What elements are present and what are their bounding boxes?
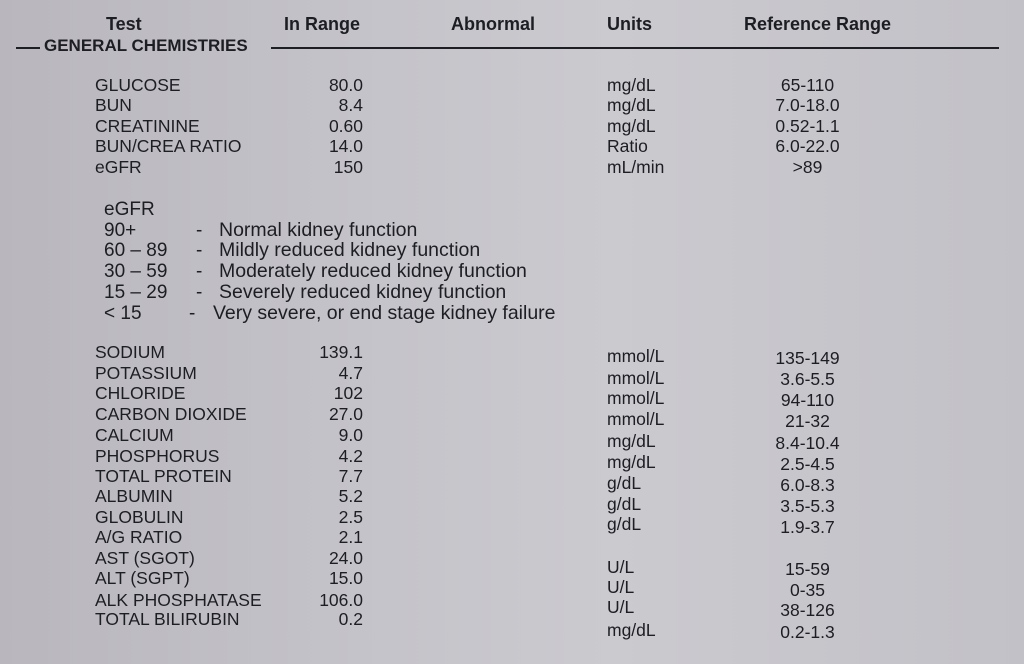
reference-range-cell (0, 622, 1024, 643)
test-value: 139.1 (319, 342, 363, 362)
test-value: 102 (333, 383, 363, 403)
test-name: CALCIUM (95, 425, 174, 445)
test-value: 15.0 (328, 568, 363, 588)
reference-range: 8.4-10.4 (775, 433, 840, 453)
test-unit: U/L (607, 597, 635, 617)
test-value-cell (0, 527, 1024, 548)
reference-range: 6.0-22.0 (775, 136, 840, 156)
test-name: GLOBULIN (95, 507, 184, 527)
test-unit: g/dL (607, 514, 642, 534)
column-header-abnormal: Abnormal (451, 14, 536, 34)
test-name: POTASSIUM (95, 363, 197, 383)
egfr-separator: - (196, 220, 203, 241)
reference-range: 6.0-8.3 (780, 475, 835, 495)
reference-range: >89 (792, 157, 823, 177)
section-rule-left (16, 47, 40, 49)
test-value: 9.0 (338, 425, 363, 445)
test-unit: g/dL (607, 494, 642, 514)
test-unit: g/dL (607, 473, 642, 493)
test-value: 14.0 (328, 136, 363, 156)
test-value: 0.60 (328, 116, 363, 136)
test-name: BUN/CREA RATIO (95, 136, 242, 156)
reference-range: 135-149 (775, 348, 840, 368)
test-name: CREATININE (95, 116, 200, 136)
test-value: 150 (333, 157, 363, 177)
test-name: CARBON DIOXIDE (95, 404, 247, 424)
egfr-separator: - (189, 303, 196, 324)
reference-range: 2.5-4.5 (780, 454, 835, 474)
test-name: ALK PHOSPHATASE (95, 590, 262, 610)
reference-range: 21-32 (785, 411, 830, 431)
reference-range-cell (0, 95, 1024, 116)
test-value: 4.7 (338, 363, 363, 383)
column-header-reference-range: Reference Range (744, 14, 892, 34)
column-header-test: Test (106, 14, 142, 34)
egfr-description: Moderately reduced kidney function (219, 260, 527, 282)
test-name: ALT (SGPT) (95, 568, 190, 588)
test-value: 2.1 (338, 527, 363, 547)
test-value: 8.4 (338, 95, 363, 115)
egfr-separator: - (196, 282, 203, 303)
test-name: A/G RATIO (95, 527, 183, 547)
test-name: SODIUM (95, 342, 165, 362)
test-value: 2.5 (338, 507, 363, 527)
reference-range: 7.0-18.0 (775, 95, 840, 115)
reference-range-cell (0, 157, 1024, 178)
egfr-description: Mildly reduced kidney function (219, 239, 481, 261)
reference-range: 0-35 (789, 580, 826, 600)
column-header-units: Units (607, 14, 652, 34)
test-name: ALBUMIN (95, 486, 173, 506)
egfr-range: 90+ (104, 220, 137, 241)
egfr-separator: - (196, 240, 203, 261)
reference-range: 15-59 (785, 559, 830, 579)
test-unit: U/L (607, 577, 635, 597)
test-unit: mmol/L (607, 388, 665, 408)
test-value: 4.2 (338, 446, 363, 466)
reference-range: 94-110 (780, 390, 835, 410)
reference-range: 0.2-1.3 (780, 622, 835, 642)
egfr-range: 15 – 29 (104, 282, 168, 303)
test-name: GLUCOSE (95, 75, 181, 95)
egfr-description: Very severe, or end stage kidney failure (213, 302, 556, 324)
test-name: PHOSPHORUS (95, 446, 220, 466)
test-unit: mmol/L (607, 346, 665, 366)
section-rule-right (271, 47, 999, 49)
egfr-range: 30 – 59 (104, 261, 168, 282)
test-unit: mg/dL (607, 452, 656, 472)
test-unit: mL/min (607, 157, 665, 177)
test-unit: mg/dL (607, 620, 656, 640)
egfr-description: Severely reduced kidney function (219, 281, 507, 303)
egfr-separator: - (196, 261, 203, 282)
reference-range: 0.52-1.1 (775, 116, 840, 136)
egfr-range: < 15 (104, 303, 142, 324)
test-unit: mg/dL (607, 116, 656, 136)
test-name: TOTAL BILIRUBIN (95, 609, 240, 629)
test-unit: mg/dL (607, 75, 656, 95)
test-name: CHLORIDE (95, 383, 186, 403)
test-value: 7.7 (338, 466, 363, 486)
test-name: TOTAL PROTEIN (95, 466, 232, 486)
test-unit: mmol/L (607, 368, 665, 388)
test-value: 106.0 (319, 590, 363, 610)
reference-range: 3.6-5.5 (780, 369, 835, 389)
test-value: 5.2 (338, 486, 363, 506)
test-name: eGFR (95, 157, 142, 177)
test-name: BUN (95, 95, 132, 115)
reference-range: 3.5-5.3 (780, 496, 835, 516)
test-unit: Ratio (607, 136, 648, 156)
test-value: 27.0 (328, 404, 363, 424)
reference-range-cell (0, 75, 1024, 96)
test-value: 24.0 (328, 548, 363, 568)
test-unit: mg/dL (607, 95, 656, 115)
test-name: AST (SGOT) (95, 548, 195, 568)
test-value: 0.2 (338, 609, 363, 629)
reference-range: 65-110 (780, 75, 835, 95)
reference-range: 1.9-3.7 (780, 517, 835, 537)
test-unit: mmol/L (607, 409, 665, 429)
egfr-legend-heading: eGFR (104, 199, 155, 220)
egfr-range: 60 – 89 (104, 240, 168, 261)
test-unit: U/L (607, 557, 635, 577)
column-header-in-range: In Range (284, 14, 361, 34)
reference-range-cell (0, 116, 1024, 137)
egfr-description: Normal kidney function (219, 219, 418, 241)
reference-range-cell (0, 136, 1024, 157)
section-title: GENERAL CHEMISTRIES (44, 36, 248, 55)
test-unit: mg/dL (607, 431, 656, 451)
test-value: 80.0 (328, 75, 363, 95)
reference-range: 38-126 (780, 600, 835, 620)
